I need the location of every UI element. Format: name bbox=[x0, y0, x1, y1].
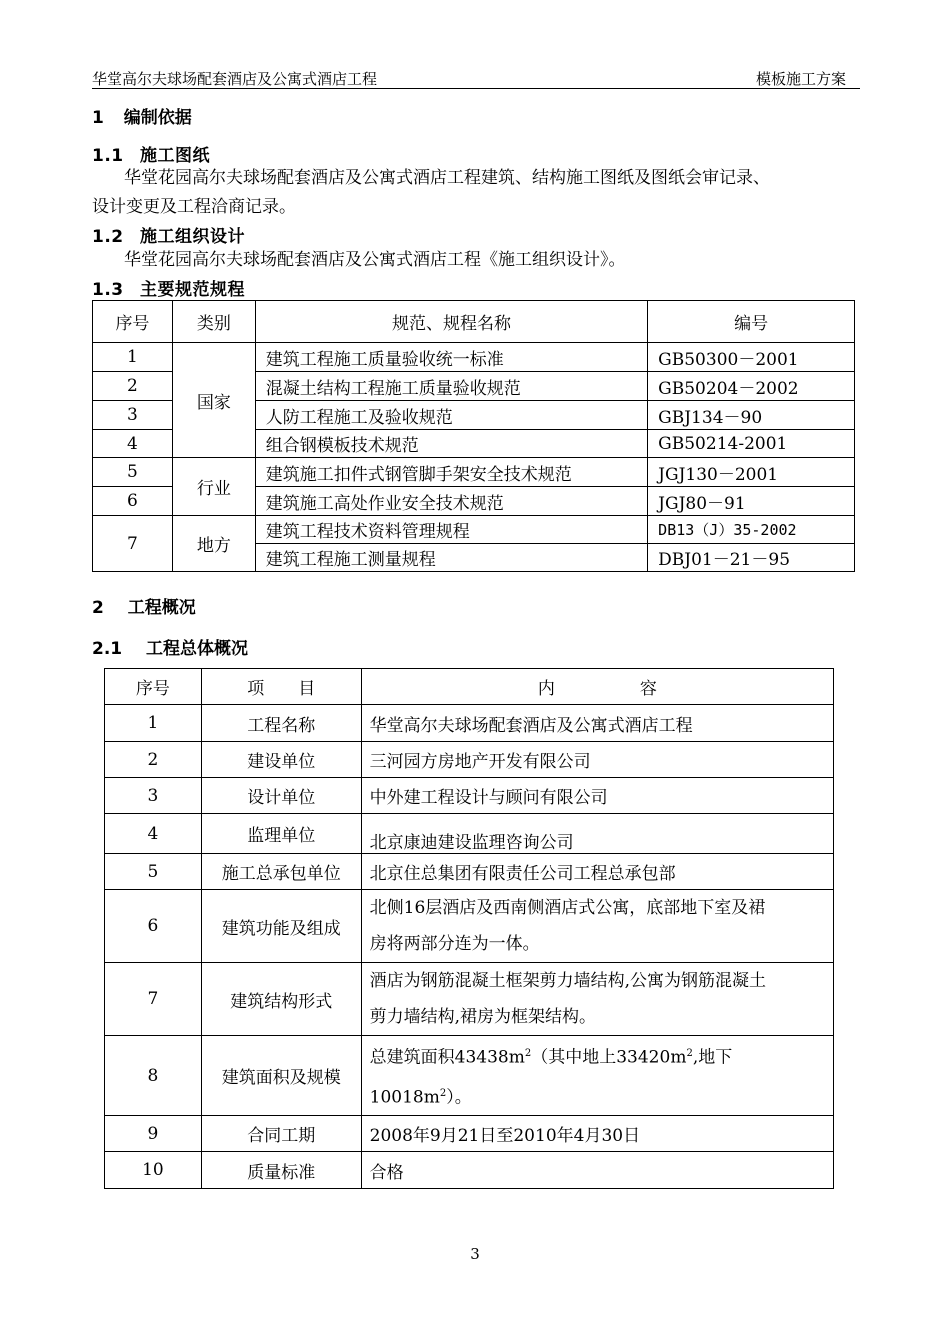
name-cell: 建筑工程技术资料管理规程 bbox=[255, 516, 647, 544]
code-cell: JGJ80－91 bbox=[648, 487, 855, 516]
section-2-1-heading bbox=[92, 634, 248, 659]
content-cell: 中外建工程设计与顾问有限公司 bbox=[361, 778, 833, 814]
content-cell: 三河园方房地产开发有限公司 bbox=[361, 742, 833, 778]
content-line: 剪力墙结构,裙房为框架结构。 bbox=[369, 1007, 597, 1027]
section-number: 1.2 bbox=[92, 227, 124, 247]
item-cell: 工程名称 bbox=[201, 705, 361, 742]
seq-cell: 6 bbox=[105, 890, 202, 963]
table-row bbox=[105, 742, 834, 778]
header-cell: 规范、规程名称 bbox=[255, 301, 647, 343]
table-row bbox=[105, 814, 834, 854]
paragraph-line: 华堂花园高尔夫球场配套酒店及公寓式酒店工程《施工组织设计》。 bbox=[124, 250, 626, 270]
header-doc-title: 模板施工方案 bbox=[755, 70, 846, 88]
header-cell: 类别 bbox=[172, 301, 255, 343]
seq-cell: 7 bbox=[93, 516, 173, 572]
code-cell: GB50300－2001 bbox=[648, 343, 855, 372]
item-cell: 合同工期 bbox=[201, 1116, 361, 1152]
table-row bbox=[105, 1116, 834, 1152]
superscript: 2 bbox=[686, 1048, 693, 1059]
seq-cell: 3 bbox=[105, 778, 202, 814]
table-row bbox=[105, 963, 834, 1036]
content-line: 房将两部分连为一体。 bbox=[369, 934, 540, 954]
area-text: （其中地上33420m bbox=[531, 1047, 687, 1068]
seq-cell: 5 bbox=[105, 854, 202, 890]
section-title: 主要规范规程 bbox=[140, 280, 246, 300]
content-cell: 北京康迪建设监理咨询公司 bbox=[361, 814, 833, 854]
seq-cell: 7 bbox=[105, 963, 202, 1036]
section-number: 1.1 bbox=[92, 146, 124, 166]
code-cell: GB50204－2002 bbox=[648, 372, 855, 401]
item-cell: 质量标准 bbox=[201, 1152, 361, 1189]
category-cell: 行业 bbox=[172, 458, 255, 516]
table-row bbox=[105, 890, 834, 963]
section-number: 2.1 bbox=[92, 639, 123, 659]
seq-cell: 10 bbox=[105, 1152, 202, 1189]
table-row bbox=[105, 1036, 834, 1116]
paragraph-line: 设计变更及工程洽商记录。 bbox=[92, 197, 296, 217]
area-text: ）。 bbox=[446, 1087, 472, 1108]
section-title: 施工图纸 bbox=[140, 146, 211, 166]
name-cell: 建筑施工扣件式钢管脚手架安全技术规范 bbox=[255, 458, 647, 487]
header-cell: 项 目 bbox=[201, 669, 361, 705]
table-header-row bbox=[93, 301, 855, 343]
header-cell: 编号 bbox=[648, 301, 855, 343]
superscript: 2 bbox=[524, 1048, 532, 1059]
content-cell: 华堂高尔夫球场配套酒店及公寓式酒店工程 bbox=[361, 705, 833, 742]
section-2-heading bbox=[92, 593, 196, 618]
section-1-3-heading bbox=[92, 275, 245, 300]
seq-cell: 5 bbox=[93, 458, 173, 487]
content-line: 北侧16层酒店及西南侧酒店式公寓，底部地下室及裙 bbox=[369, 898, 766, 918]
content-cell bbox=[361, 963, 833, 1036]
section-number: 1 bbox=[92, 108, 104, 128]
table-row bbox=[93, 343, 855, 372]
section-title: 施工组织设计 bbox=[140, 227, 246, 247]
paragraph-line: 华堂花园高尔夫球场配套酒店及公寓式酒店工程建筑、结构施工图纸及图纸会审记录、 bbox=[124, 168, 770, 188]
name-cell: 混凝土结构工程施工质量验收规范 bbox=[255, 372, 647, 401]
category-cell: 国家 bbox=[172, 343, 255, 458]
page-number: 3 bbox=[470, 1245, 480, 1263]
superscript: 2 bbox=[439, 1087, 447, 1099]
section-title: 编制依据 bbox=[123, 108, 192, 128]
header-project-title: 华堂高尔夫球场配套酒店及公寓式酒店工程 bbox=[92, 70, 378, 88]
content-line bbox=[370, 1036, 833, 1076]
seq-cell: 1 bbox=[105, 705, 202, 742]
seq-cell: 1 bbox=[93, 343, 173, 372]
code-cell: GB50214-2001 bbox=[648, 430, 855, 458]
code-cell: DB13（J）35-2002 bbox=[648, 516, 855, 544]
category-cell: 地方 bbox=[172, 516, 255, 572]
seq-cell: 8 bbox=[105, 1036, 202, 1116]
header-cell: 内 容 bbox=[361, 669, 833, 705]
name-cell: 组合钢模板技术规范 bbox=[255, 430, 647, 458]
item-cell: 建筑结构形式 bbox=[201, 963, 361, 1036]
seq-cell: 6 bbox=[93, 487, 173, 516]
section-1-heading bbox=[92, 103, 192, 128]
table-row bbox=[105, 854, 834, 890]
seq-cell: 2 bbox=[105, 742, 202, 778]
seq-cell: 2 bbox=[93, 372, 173, 401]
area-text: 总建筑面积43438m bbox=[369, 1047, 525, 1068]
item-cell: 建设单位 bbox=[201, 742, 361, 778]
content-cell: 2008年9月21日至2010年4月30日 bbox=[361, 1116, 833, 1152]
table-row bbox=[93, 516, 855, 544]
table-header-row bbox=[105, 669, 834, 705]
seq-cell: 4 bbox=[93, 430, 173, 458]
page-header bbox=[92, 66, 860, 89]
item-cell: 监理单位 bbox=[201, 814, 361, 854]
standards-table bbox=[92, 300, 855, 572]
seq-cell: 3 bbox=[93, 401, 173, 430]
content-cell: 合格 bbox=[361, 1152, 833, 1189]
code-cell: GBJ134－90 bbox=[648, 401, 855, 430]
content-cell bbox=[361, 1036, 833, 1116]
content-cell bbox=[361, 890, 833, 963]
content-cell: 北京住总集团有限责任公司工程总承包部 bbox=[361, 854, 833, 890]
seq-cell: 4 bbox=[105, 814, 202, 854]
table-row bbox=[105, 778, 834, 814]
table-row bbox=[93, 458, 855, 487]
table-row bbox=[105, 1152, 834, 1189]
seq-cell: 9 bbox=[105, 1116, 202, 1152]
code-cell: DBJ01－21－95 bbox=[648, 544, 855, 572]
name-cell: 人防工程施工及验收规范 bbox=[255, 401, 647, 430]
section-number: 1.3 bbox=[92, 280, 124, 300]
name-cell: 建筑施工高处作业安全技术规范 bbox=[255, 487, 647, 516]
area-text: 10018m bbox=[369, 1087, 440, 1108]
section-title: 工程总体概况 bbox=[146, 639, 249, 659]
item-cell: 设计单位 bbox=[201, 778, 361, 814]
area-text: ,地下 bbox=[692, 1047, 733, 1068]
section-title: 工程概况 bbox=[127, 598, 196, 618]
code-cell: JGJ130－2001 bbox=[648, 458, 855, 487]
table-row bbox=[105, 705, 834, 742]
item-cell: 建筑面积及规模 bbox=[201, 1036, 361, 1116]
header-cell: 序号 bbox=[93, 301, 173, 343]
name-cell: 建筑工程施工质量验收统一标准 bbox=[255, 343, 647, 372]
content-line bbox=[370, 1076, 833, 1116]
item-cell: 建筑功能及组成 bbox=[201, 890, 361, 963]
project-overview-table bbox=[104, 668, 834, 1189]
content-line: 酒店为钢筋混凝土框架剪力墙结构,公寓为钢筋混凝土 bbox=[369, 971, 767, 991]
item-cell: 施工总承包单位 bbox=[201, 854, 361, 890]
section-number: 2 bbox=[92, 598, 104, 618]
header-cell: 序号 bbox=[105, 669, 202, 705]
name-cell: 建筑工程施工测量规程 bbox=[255, 544, 647, 572]
